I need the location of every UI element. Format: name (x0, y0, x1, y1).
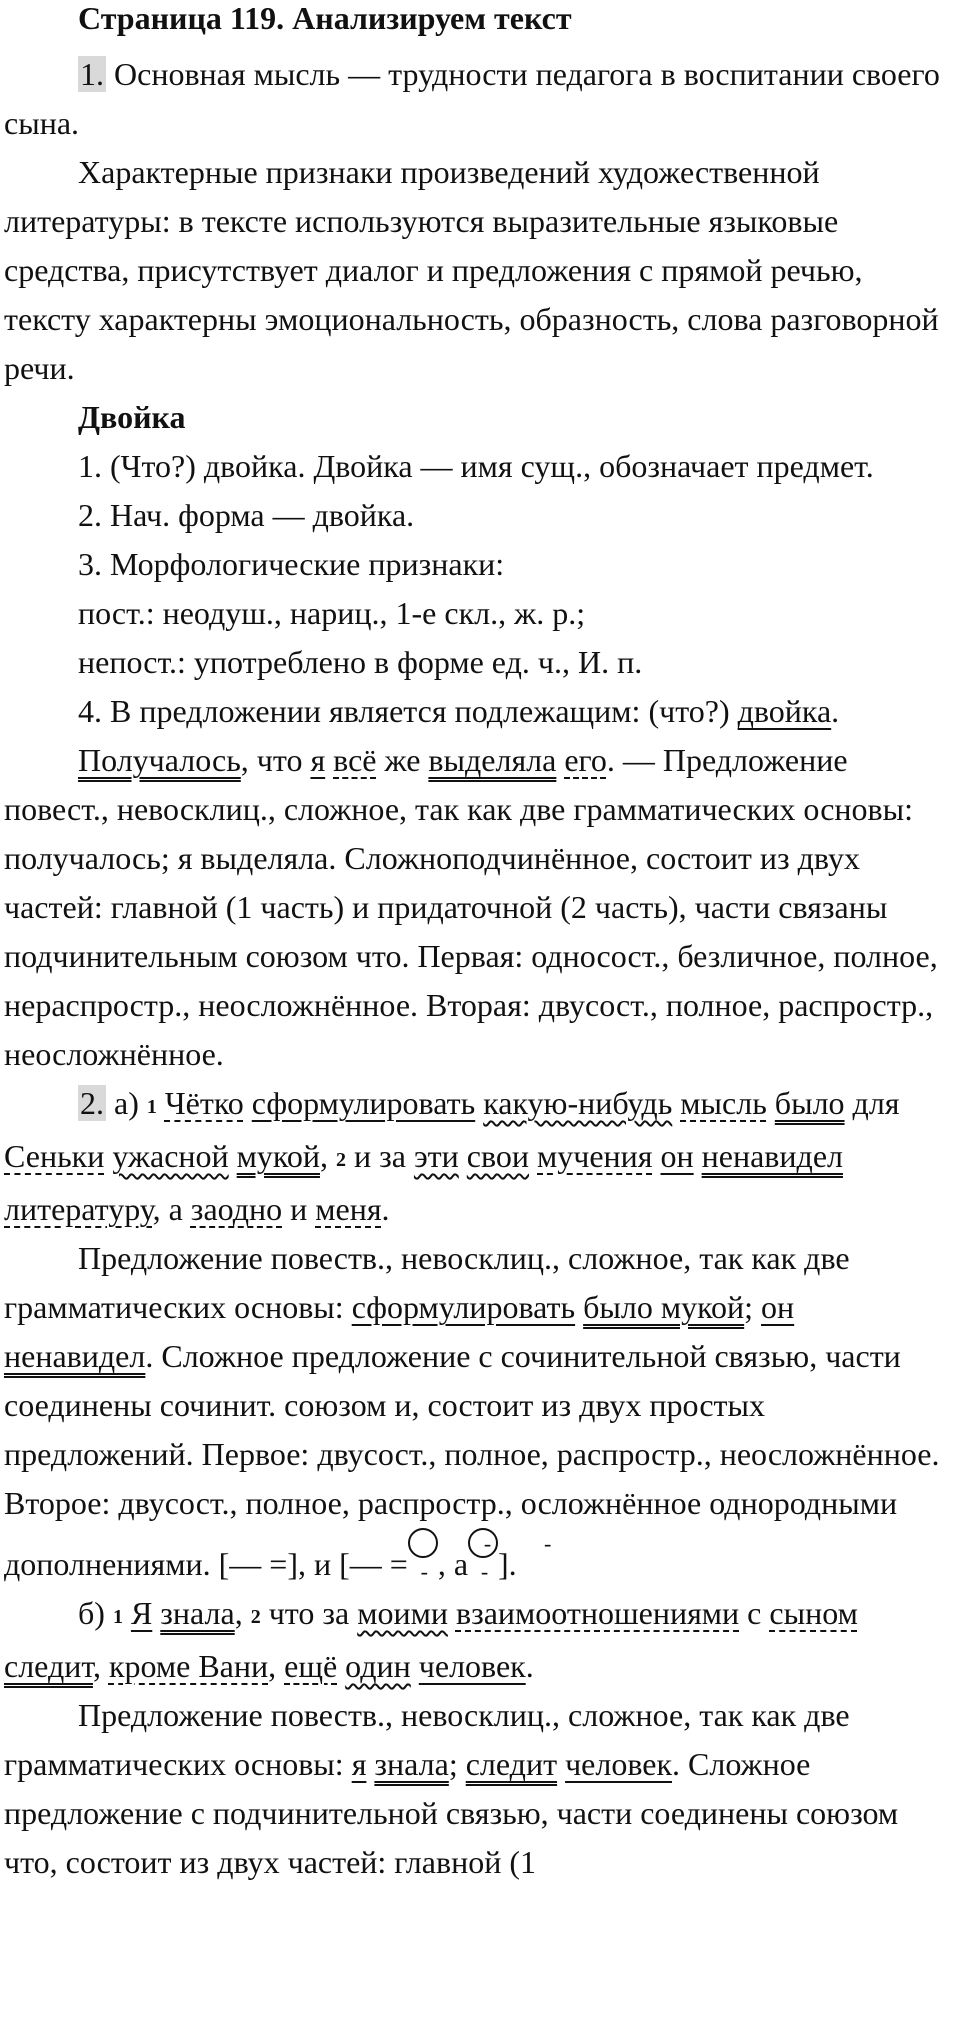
text-fragment: , а (152, 1191, 183, 1227)
part-marker: 1 (146, 1096, 157, 1118)
morph-line-2: 2. Нач. форма — двойка. (78, 497, 415, 533)
subject-word: человек (418, 1648, 526, 1684)
object-word: взаимоотношениями (455, 1595, 740, 1631)
analysis-text: . Сложное предложение с сочинительной связью, части соединены сочинит. союзом и, состоит из двух простых предложений. Первое: двусост., полное, распростр., неосложнённое. Второе: двусост., полное, распростр., осложнённое однородными дополнениями. (4, 1338, 940, 1582)
predicate-word: следит (4, 1648, 93, 1684)
page-title: Страница 119. Анализируем текст (78, 0, 572, 36)
sentence-scheme: ]. (498, 1546, 517, 1582)
attribute-word: эти (413, 1138, 459, 1174)
sentence-2b-analysis (4, 1691, 942, 1887)
sentence-2a: 2. а) 1 Чётко сформулировать какую-нибудь мысль было для Сеньки ужасной мукой, 2 и за эти свои мучения он ненавидел литературу, а заодно и меня. (4, 1085, 900, 1227)
morph-line-6 (4, 687, 942, 736)
subject-word: Я (130, 1595, 153, 1631)
object-word: мысль (680, 1085, 767, 1121)
subject-word: я (351, 1746, 367, 1782)
homogeneous-member-circle: -- (408, 1528, 438, 1558)
adverbial-word: всё (333, 742, 377, 778)
adverbial-word: ещё (284, 1648, 338, 1684)
homogeneous-member-circle: -- (468, 1528, 498, 1558)
sub-item-label: б) (78, 1595, 113, 1631)
part-marker: 1 (112, 1606, 123, 1628)
attribute-word: один (345, 1648, 411, 1684)
object-word: сыном (769, 1595, 858, 1631)
predicate-word: ненавидел (4, 1338, 146, 1374)
predicate-word: выделяла (428, 742, 557, 778)
text-fragment: что за (268, 1595, 350, 1631)
text-fragment (325, 742, 333, 778)
predicate-word: знала (374, 1746, 449, 1782)
sentence-2a-analysis (4, 1234, 942, 1589)
adverbial-word: Чётко (164, 1085, 244, 1121)
paragraph-main-idea (4, 50, 942, 148)
morph-line-3: 3. Морфологические признаки: (78, 546, 505, 582)
object-word: мучения (537, 1138, 653, 1174)
object-word: литературу (4, 1191, 153, 1227)
word-heading: Двойка (78, 399, 186, 435)
sub-item-label: а) (106, 1085, 147, 1121)
morph-line-5: непост.: употреблено в форме ед. ч., И. п. (78, 644, 643, 680)
predicate-word: следит (465, 1746, 558, 1782)
sentence-2b: б) 1 Я знала, 2 что за моими взаимоотношениями с сыном следит, кроме Вани, ещё один человек. (4, 1595, 858, 1684)
subject-word: я (310, 742, 326, 778)
analysis-text: Предложение повеств., невосклиц., сложное, так как две грамматических основы: (4, 1697, 850, 1782)
subject-word: сформулировать (351, 1289, 576, 1325)
text-fragment: же (376, 742, 429, 778)
text-fragment: для (852, 1085, 900, 1121)
text-fragment: ; (448, 1746, 466, 1782)
main-idea-text: Основная мысль — трудности педагога в воспитании своего сына. (4, 56, 940, 141)
subject-word: человек (565, 1746, 672, 1782)
item-number: 2. (80, 1085, 104, 1121)
adverbial-word: заодно (190, 1191, 283, 1227)
text-fragment: с (747, 1595, 762, 1631)
attribute-word: свои (466, 1138, 529, 1174)
attribute-word: какую-нибудь (483, 1085, 673, 1121)
item-number: 1. (80, 56, 104, 92)
text-fragment: и (290, 1191, 308, 1227)
morph-line-1: 1. (Что?) двойка. Двойка — имя сущ., обозначает предмет. (78, 448, 874, 484)
predicate-word: ненавидел (701, 1138, 843, 1174)
text-fragment: и за (353, 1138, 406, 1174)
subject-word: он (761, 1289, 795, 1325)
sentence-scheme: [— =], и [— = (218, 1546, 408, 1582)
object-word: Сеньки (4, 1138, 105, 1174)
analysis-text: Предложение повеств., невосклиц., сложное, так как две грамматических основы: (4, 1240, 850, 1325)
paragraph-features: Характерные признаки произведений художественной литературы: в тексте используются выразительные языковые средства, присутствует диалог и предложения с прямой речью, тексту характерны эмоциональность, образность, слова разговорной речи. (4, 154, 939, 386)
sentence-1-analysis (4, 736, 942, 1079)
predicate-word: мукой (236, 1138, 320, 1174)
part-marker: 2 (250, 1606, 261, 1628)
predicate-word: знала (160, 1595, 235, 1631)
object-word: меня (315, 1191, 382, 1227)
predicate-word: было мукой (583, 1289, 745, 1325)
text-fragment: ; (744, 1289, 762, 1325)
morph-line-6-text: 4. В предложении является подлежащим: (что?) (78, 693, 738, 729)
text-fragment: . (381, 1191, 390, 1227)
attribute-word: моими (357, 1595, 448, 1631)
sentence-scheme: , а (437, 1546, 469, 1582)
morph-line-4: пост.: неодуш., нариц., 1-е скл., ж. р.; (78, 595, 586, 631)
subject-word: сформулировать (251, 1085, 476, 1121)
text-fragment: . — (606, 742, 655, 778)
subject-word: двойка (737, 693, 832, 729)
morph-line-6-end: . (831, 693, 840, 729)
object-word: кроме Вани (108, 1648, 269, 1684)
predicate-word: Получалось (78, 742, 241, 778)
analysis-text: . Сложное предложение с подчинительной связью, части соединены союзом что, состоит из двух частей: главной (1 (4, 1746, 899, 1880)
text-fragment: , что (240, 742, 311, 778)
part-marker: 2 (335, 1149, 346, 1171)
predicate-word: было (774, 1085, 845, 1121)
attribute-word: ужасной (112, 1138, 229, 1174)
subject-word: он (660, 1138, 694, 1174)
analysis-text: Предложение повест., невосклиц., сложное, так как две грамматических основы: получалось; я выделяла. Сложноподчинённое, состоит из двух частей: главной (1 часть) и придаточной (2 часть), части связаны подчинительным союзом что. Первая: односост., безличное, полное, нераспростр., неосложнённое. Вторая: двусост., полное, распростр., неосложнённое. (4, 742, 938, 1072)
object-word: его (564, 742, 607, 778)
